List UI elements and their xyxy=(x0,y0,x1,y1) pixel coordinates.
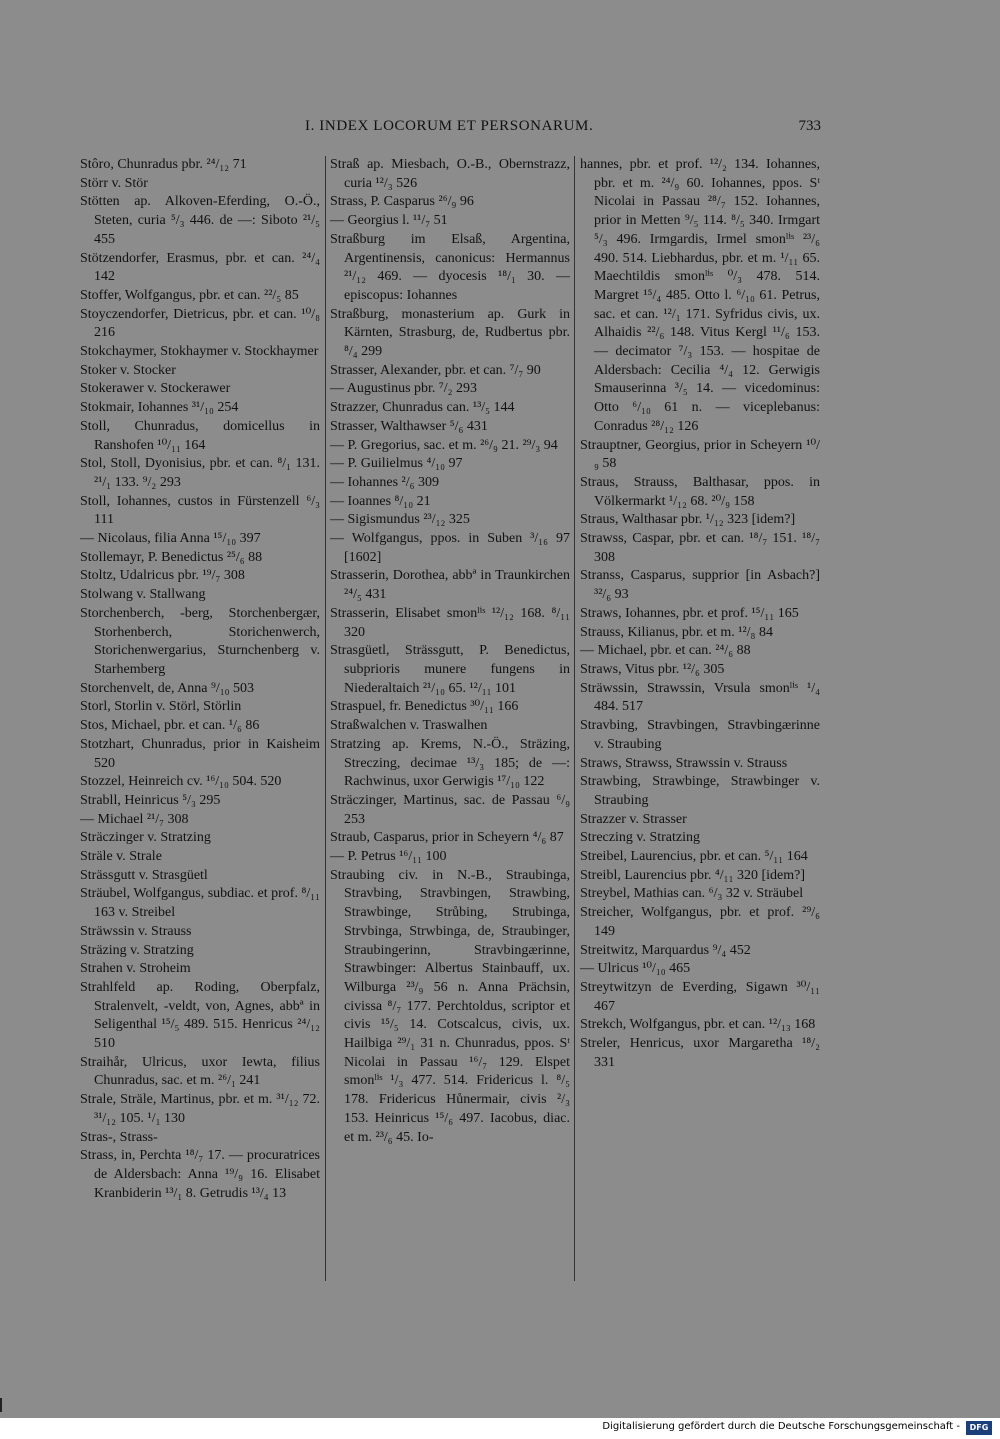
index-entry: Stozzel, Heinreich cv. ¹⁶/₁₀ 504. 520 xyxy=(80,774,282,790)
index-entry: Sträzing v. Stratzing xyxy=(80,942,194,958)
index-entry: Sträczinger v. Stratzing xyxy=(80,830,211,846)
index-entry: Stol, Stoll, Dyonisius, pbr. et can. ⁸/₁ 131. ²¹/₁ 133. ⁹/₂ 293 xyxy=(80,456,320,490)
index-entry: Storl, Storlin v. Störl, Störlin xyxy=(80,699,242,715)
index-entry: Strasser, Walthawser ⁵/₆ 431 xyxy=(330,418,488,434)
index-entry: — Ulricus ¹⁰/₁₀ 465 xyxy=(580,961,691,977)
index-entry: Sträwssin v. Strauss xyxy=(80,923,192,939)
index-entry: hannes, pbr. et prof. ¹²/₂ 134. Iohannes, pbr. et m. ²⁴/₉ 60. Iohannes, ppos. Sᵗ Nicolai in Passau ²⁸/₇ 152. Iohannes, prior in Metten ⁹/₅ 114. ⁸/₅ 340. Irmgart ⁵/₃ 496. Irmgardis, Irmel smonˡⁱˢ ²³/₆ 490. 514. Liebhardus, pbr. et m. ¹/₁₁ 65. Maechtildis smonˡⁱˢ ⁰/₃ 478. 514. Margret ¹⁵/₄ 485. Otto l. ⁶/₁₀ 61. Petrus, sac. et can. ¹²/₁ 171. Syfridus civis, ux. Alhaidis ²²/₆ 148. Vitus Kergl ¹¹/₆ 153. — decimator ⁷/₃ 153. — hospitae de Aldersbach: Cecilia ⁴/₄ 12. Gerwigis Smauserinna ³/₅ 14. — vicedominus: Otto ⁶/₁₀ 61 n. — viceplebanus: Conradus ²⁸/₁₂ 126 xyxy=(580,157,820,434)
index-entry: Stokerawer v. Stockerawer xyxy=(80,381,231,397)
index-entry: Straßwalchen v. Traswalhen xyxy=(330,718,488,734)
index-entry: Straß ap. Miesbach, O.-B., Obernstrazz, curia ¹²/₃ 526 xyxy=(330,157,570,191)
index-entry: Stôro, Chunradus pbr. ²⁴/₁₂ 71 xyxy=(80,157,247,172)
index-entry: Streibl, Laurencius pbr. ⁴/₁₁ 320 [idem?] xyxy=(580,867,805,883)
index-entry: Straßburg im Elsaß, Argentina, Argentinensis, canonicus: Hermannus ²¹/₁₂ 469. — dyocesis ¹⁸/₁ 30. — episcopus: Iohannes xyxy=(330,231,570,303)
index-entry: Strekch, Wolfgangus, pbr. et can. ¹²/₁₃ 168 xyxy=(580,1017,816,1033)
funding-notice: Digitalisierung gefördert durch die Deutsche Forschungsgemeinschaft - xyxy=(602,1421,960,1432)
index-entry: — Wolfgangus, ppos. in Suben ³/₁₆ 97 [1602] xyxy=(330,531,570,565)
running-title: I. INDEX LOCORUM ET PERSONARUM. xyxy=(305,118,594,134)
column-divider xyxy=(574,156,575,1281)
index-entry: Streler, Henricus, uxor Margaretha ¹⁸/₂ 331 xyxy=(580,1036,820,1070)
index-entry: Strässgutt v. Strasgüetl xyxy=(80,867,208,883)
index-entry: — Iohannes ²/₆ 309 xyxy=(330,474,440,490)
index-entry: — P. Gregorius, sac. et m. ²⁶/₉ 21. ²⁹/₃ 94 xyxy=(330,437,558,453)
index-entry: Stötten ap. Alkoven-Eferding, O.-Ö., Steten, curia ⁵/₃ 446. de —: Siboto ²¹/₅ 455 xyxy=(80,194,320,247)
index-entry: Sträczinger, Martinus, sac. de Passau ⁶/₉ 253 xyxy=(330,792,570,827)
index-entry: Sträubel, Wolfgangus, subdiac. et prof. ⁸/₁₁ 163 v. Streibel xyxy=(80,886,320,921)
index-entry: Streczing v. Stratzing xyxy=(580,830,701,846)
page-header xyxy=(80,118,825,142)
index-entry: Stoll, Iohannes, custos in Fürstenzell ⁶/₃ 111 xyxy=(80,493,320,528)
index-entry: — Nicolaus, filia Anna ¹⁵/₁₀ 397 xyxy=(80,531,261,547)
index-entry: — Augustinus pbr. ⁷/₂ 293 xyxy=(330,381,478,397)
scan-edge-mark xyxy=(0,1398,2,1412)
index-entry: Straws, Strawss, Strawssin v. Strauss xyxy=(580,755,788,771)
index-entry: Strawss, Caspar, pbr. et can. ¹⁸/₇ 151. ¹⁸/₇ 308 xyxy=(580,531,820,565)
index-entry: Strazzer, Chunradus can. ¹³/₅ 144 xyxy=(330,400,515,416)
index-entry: Straubing civ. in N.-B., Straubinga, Stravbing, Stravbingen, Strawbing, Strawbinge, Strůbing, Strubinga, Strvbinga, Strwbinga, de, Straubinger, Straubingerinn, Stravbingærinne, Strawbinger: Albertus Stainbauff, ux. Wilburga ²³/₉ 56 n. Anna Prächsin, civissa ⁸/₇ 177. Perchtoldus, scriptor et civis ¹⁵/₅ 14. Cotscalcus, civis, ux. Hailbiga ²⁹/₁ 31 n. Chunradus, ppos. Sᵗ Nicolai in Passau ¹⁶/₇ 129. Elspet smonˡⁱˢ ¹/₃ 477. 514. Fridericus l. ⁸/₅ 178. Fridericus Hůnermair, civis ²/₃ 153. Heinricus ¹⁵/₆ 497. Iacobus, diac. et m. ²³/₆ 45. Io- xyxy=(330,867,570,1145)
index-entry: Strale, Sträle, Martinus, pbr. et m. ³¹/₁₂ 72. ³¹/₁₂ 105. ¹/₁ 130 xyxy=(80,1092,320,1126)
index-entry: Storchenvelt, de, Anna ⁹/₁₀ 503 xyxy=(80,680,255,696)
index-entry: Stoffer, Wolfgangus, pbr. et can. ²²/₅ 85 xyxy=(80,287,299,303)
index-entry: Stratzing ap. Krems, N.-Ö., Sträzing, Streczing, decimae ¹³/₃ 185; de —: Rachwinus, uxor Gerwigis ¹⁷/₁₀ 122 xyxy=(330,736,570,790)
index-entry: Streytwitzyn de Everding, Sigawn ³⁰/₁₁ 467 xyxy=(580,979,820,1014)
index-entry: — Ioannes ⁸/₁₀ 21 xyxy=(330,493,431,509)
index-column-1 xyxy=(80,156,320,1286)
index-entry: Störr v. Stör xyxy=(80,175,148,191)
index-entry: Stoker v. Stocker xyxy=(80,362,176,378)
index-entry: Storchenberch, -berg, Storchenbergær, Storhenberch, Storichenwerch, Storichenwergarius, Sturnchenberg v. Starhemberg xyxy=(80,605,320,677)
index-entry: Stoltz, Udalricus pbr. ¹⁹/₇ 308 xyxy=(80,568,245,584)
index-entry: Straub, Casparus, prior in Scheyern ⁴/₆ 87 xyxy=(330,830,564,846)
index-entry: Stranss, Casparus, supprior [in Asbach?] ³²/₆ 93 xyxy=(580,568,820,603)
index-entry: Straspuel, fr. Benedictus ³⁰/₁₁ 166 xyxy=(330,699,519,715)
column-divider xyxy=(325,156,326,1281)
index-entry: Straihår, Ulricus, uxor Iewta, filius Chunradus, sac. et m. ²⁶/₁ 241 xyxy=(80,1054,320,1089)
index-entry: Strauss, Kilianus, pbr. et m. ¹²/₈ 84 xyxy=(580,624,773,640)
index-entry: Streitwitz, Marquardus ⁹/₄ 452 xyxy=(580,942,751,958)
index-entry: Stras-, Strass- xyxy=(80,1129,158,1145)
index-entry: Strasserin, Dorothea, abbª in Traunkirchen ²⁴/₅ 431 xyxy=(330,568,570,603)
index-entry: Strauptner, Georgius, prior in Scheyern ¹⁰/₉ 58 xyxy=(580,437,820,472)
index-entry: Streicher, Wolfgangus, pbr. et prof. ²⁹/₆ 149 xyxy=(580,905,820,939)
index-entry: Streibel, Laurencius, pbr. et can. ⁵/₁₁ 164 xyxy=(580,849,808,865)
index-entry: Straws, Vitus pbr. ¹²/₆ 305 xyxy=(580,661,725,677)
index-entry: Strass, P. Casparus ²⁶/₉ 96 xyxy=(330,194,474,210)
index-entry: Sträwssin, Strawssin, Vrsula smonˡⁱˢ ¹/₄ 484. 517 xyxy=(580,680,820,715)
index-column-2 xyxy=(330,156,570,1286)
index-entry: — Michael ²¹/₇ 308 xyxy=(80,811,189,827)
index-entry: Stokchaymer, Stokhaymer v. Stockhaymer xyxy=(80,344,319,360)
index-entry: Strawbing, Strawbinge, Strawbinger v. Straubing xyxy=(580,774,820,808)
index-entry: Strazzer v. Strasser xyxy=(580,811,687,827)
index-entry: Strasser, Alexander, pbr. et can. ⁷/₇ 90 xyxy=(330,362,541,378)
dfg-logo: DFG xyxy=(966,1421,992,1435)
index-entry: Strabll, Heinricus ⁵/₃ 295 xyxy=(80,792,221,808)
footer-bar xyxy=(0,1418,1000,1439)
index-entry: Straßburg, monasterium ap. Gurk in Kärnten, Strasburg, de, Rudbertus pbr. ⁸/₄ 299 xyxy=(330,306,570,360)
index-entry: Stötzendorfer, Erasmus, pbr. et can. ²⁴/₄ 142 xyxy=(80,250,320,285)
index-entry: Straus, Walthasar pbr. ¹/₁₂ 323 [idem?] xyxy=(580,512,796,528)
index-entry: — Sigismundus ²³/₁₂ 325 xyxy=(330,512,470,528)
index-entry: — P. Petrus ¹⁶/₁₁ 100 xyxy=(330,849,447,865)
index-entry: Stotzhart, Chunradus, prior in Kaisheim 520 xyxy=(80,736,320,771)
index-entry: Stokmair, Iohannes ³¹/₁₀ 254 xyxy=(80,400,239,416)
index-entry: Strasserin, Elisabet smonˡⁱˢ ¹²/₁₂ 168. ⁸/₁₁ 320 xyxy=(330,605,570,640)
index-entry: Sträle v. Strale xyxy=(80,849,162,865)
index-entry: Stollemayr, P. Benedictus ²⁵/₆ 88 xyxy=(80,549,263,565)
index-entry: — Michael, pbr. et can. ²⁴/₆ 88 xyxy=(580,643,751,659)
index-entry: Stos, Michael, pbr. et can. ¹/₆ 86 xyxy=(80,718,260,734)
index-entry: Straus, Strauss, Balthasar, ppos. in Völkermarkt ¹/₁₂ 68. ²⁰/₉ 158 xyxy=(580,474,820,509)
index-entry: Stolwang v. Stallwang xyxy=(80,587,206,603)
index-entry: Strahen v. Stroheim xyxy=(80,961,191,977)
index-entry: — P. Guilielmus ⁴/₁₀ 97 xyxy=(330,456,463,472)
index-entry: — Georgius l. ¹¹/₇ 51 xyxy=(330,213,448,229)
index-entry: Stravbing, Stravbingen, Stravbingærinne v. Straubing xyxy=(580,718,820,752)
index-column-3 xyxy=(580,156,820,1286)
index-entry: Streybel, Mathias can. ⁶/₃ 32 v. Sträubel xyxy=(580,886,804,902)
page-number: 733 xyxy=(798,118,821,134)
index-entry: Strahlfeld ap. Roding, Oberpfalz, Stralenvelt, -veldt, von, Agnes, abbª in Seligenthal ¹⁵/₅ 489. 515. Henricus ²⁴/₁₂ 510 xyxy=(80,979,320,1052)
index-entry: Straws, Iohannes, pbr. et prof. ¹⁵/₁₁ 165 xyxy=(580,605,799,621)
index-entry: Stoll, Chunradus, domicellus in Ranshofen ¹⁰/₁₁ 164 xyxy=(80,418,320,453)
index-entry: Stoyczendorfer, Dietricus, pbr. et can. ¹⁰/₈ 216 xyxy=(80,306,320,341)
index-entry: Strasgüetl, Strässgutt, P. Benedictus, subprioris munere fungens in Niederaltaich ²¹/₁₀ 65. ¹²/₁₁ 101 xyxy=(330,643,570,696)
index-entry: Strass, in, Perchta ¹⁸/₇ 17. — procuratrices de Aldersbach: Anna ¹⁹/₉ 16. Elisabet Kranbiderin ¹³/₁ 8. Getrudis ¹³/₄ 13 xyxy=(80,1148,320,1201)
